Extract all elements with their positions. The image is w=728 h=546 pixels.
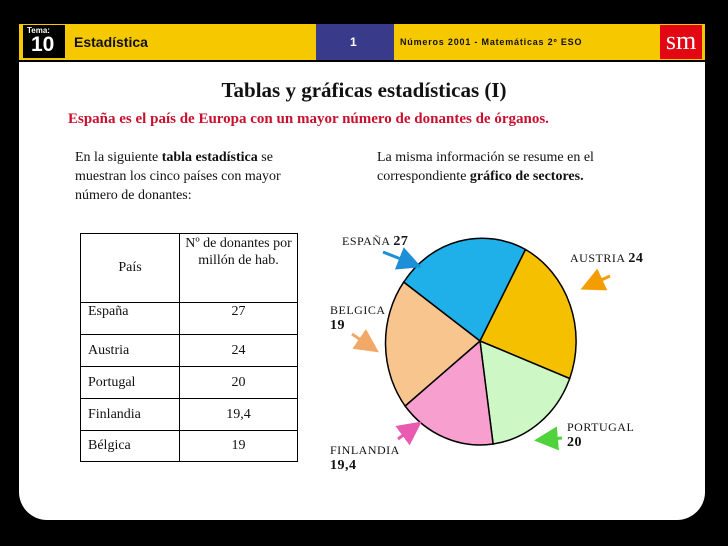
page-title: Tablas y gráficas estadísticas (I) [221, 78, 507, 102]
label-finlandia-value: 19,4 [330, 458, 357, 473]
country-cell: España [81, 303, 180, 335]
value-cell: 20 [180, 367, 298, 399]
header-cell-donors: Nº de donantes por millón de hab. [180, 234, 298, 303]
arrow-austria [586, 276, 610, 287]
value-cell: 24 [180, 335, 298, 367]
section-title: Estadística [74, 34, 148, 50]
arrow-belgica [352, 334, 374, 349]
label-portugal-value: 20 [567, 435, 582, 450]
left-text-part1: En la siguiente [75, 150, 162, 165]
book-title: Números 2001 - Matemáticas 2º ESO [400, 37, 583, 47]
left-text-part2: se muestran los cinco países con mayor número de donantes: [75, 150, 281, 203]
label-portugal-name: PORTUGAL [567, 420, 635, 434]
label-belgica-value: 19 [330, 318, 345, 333]
label-belgica-name: BELGICA [330, 303, 386, 317]
right-text-bold: gráfico de sectores. [469, 169, 584, 184]
arrow-portugal [540, 438, 562, 440]
header-cell-country: País [81, 234, 180, 303]
value-cell: 19,4 [180, 399, 298, 431]
page-number: 1 [350, 35, 357, 49]
country-cell: Austria [81, 335, 180, 367]
label-austria-name: AUSTRIA [570, 251, 625, 265]
country-cell: Bélgica [81, 431, 180, 462]
label-finlandia-name: FINLANDIA [330, 443, 400, 457]
label-austria-value: 24 [628, 251, 644, 266]
arrow-espana [383, 252, 416, 265]
subtitle: España es el país de Europa con un mayor número de donantes de órganos. [68, 111, 549, 127]
country-cell: Portugal [81, 367, 180, 399]
label-austria [570, 251, 643, 267]
tema-number: 10 [31, 33, 55, 56]
label-espana [342, 234, 408, 250]
arrow-finlandia [398, 425, 417, 439]
brand-logo: sm [660, 25, 702, 59]
tema-label: Tema: [27, 26, 50, 35]
right-text-part1: La misma información se resume en el correspondiente [377, 150, 594, 184]
country-cell: Finlandia [81, 399, 180, 431]
value-cell: 19 [180, 431, 298, 462]
left-text-bold: tabla estadística [161, 150, 258, 165]
value-cell: 27 [180, 303, 298, 335]
label-finlandia [330, 443, 400, 474]
label-espana-value: 27 [393, 234, 409, 249]
label-portugal [567, 420, 634, 451]
label-belgica [330, 303, 386, 334]
label-espana-name: ESPAÑA [342, 234, 390, 248]
